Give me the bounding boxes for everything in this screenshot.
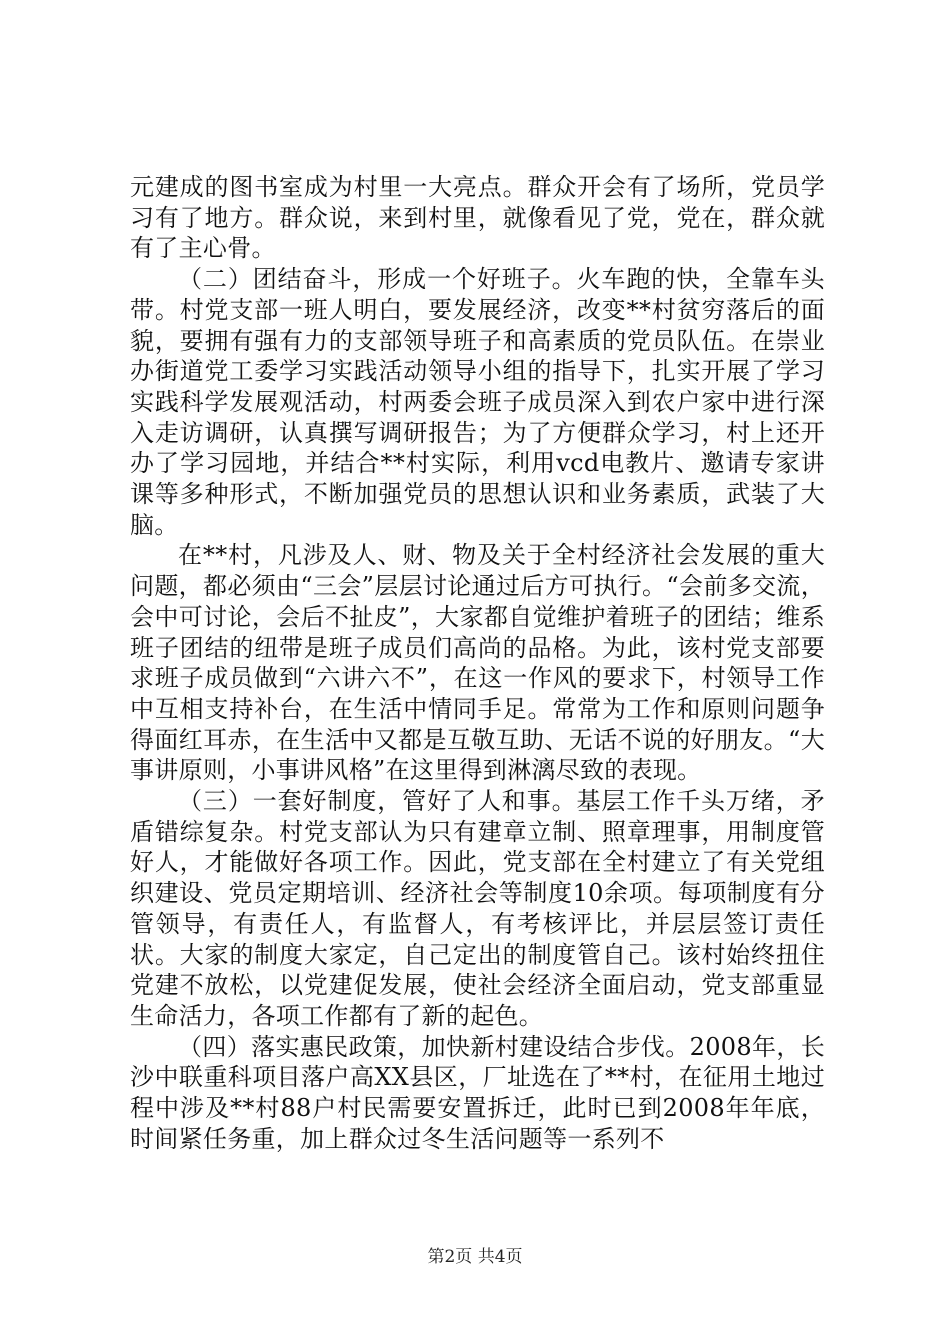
paragraph-continuation: 元建成的图书室成为村里一大亮点。群众开会有了场所，党员学习有了地方。群众说，来到村里，就像看见了党，党在，群众就有了主心骨。	[130, 173, 825, 263]
page-number-footer: 第2页 共4页	[427, 1247, 523, 1267]
document-body	[130, 172, 825, 1155]
paragraph-three-meetings: 在**村，凡涉及人、财、物及关于全村经济社会发展的重大问题，都必须由“三会”层层讨论通过后方可执行。“会前多交流，会中可讨论，会后不扯皮”，大家都自觉维护着班子的团结；维系班子团结的纽带是班子成员们高尚的品格。为此，该村党支部要求班子成员做到“六讲六不”，在这一作风的要求下，村领导工作中互相支持补台，在生活中情同手足。常常为工作和原则问题争得面红耳赤，在生活中又都是互敬互助、无话不说的好朋友。“大事讲原则，小事讲风格”在这里得到淋漓尽致的表现。	[130, 541, 825, 785]
paragraph-section-four: （四）落实惠民政策，加快新村建设结合步伐。2008年，长沙中联重科项目落户高XX县区，厂址选在了**村，在征用土地过程中涉及**村88户村民需要安置拆迁，此时已到2008年年底，时间紧任务重，加上群众过冬生活问题等一系列不	[130, 1032, 825, 1153]
paragraph-section-three: （三）一套好制度，管好了人和事。基层工作千头万绪，矛盾错综复杂。村党支部认为只有建章立制、照章理事，用制度管好人，才能做好各项工作。因此，党支部在全村建立了有关党组织建设、党员定期培训、经济社会等制度10余项。每项制度有分管领导，有责任人，有监督人，有考核评比，并层层签订责任状。大家的制度大家定，自己定出的制度管自己。该村始终扭住党建不放松，以党建促发展，使社会经济全面启动，党支部重显生命活力，各项工作都有了新的起色。	[130, 787, 825, 1030]
paragraph-section-two: （二）团结奋斗，形成一个好班子。火车跑的快，全靠车头带。村党支部一班人明白，要发展经济，改变**村贫穷落后的面貌，要拥有强有力的支部领导班子和高素质的党员队伍。在崇业办街道党工委学习实践活动领导小组的指导下，扎实开展了学习实践科学发展观活动，村两委会班子成员深入到农户家中进行深入走访调研，认真撰写调研报告；为了方便群众学习，村上还开办了学习园地，并结合**村实际，利用vcd电教片、邀请专家讲课等多种形式，不断加强党员的思想认识和业务素质，武装了大脑。	[130, 265, 825, 539]
